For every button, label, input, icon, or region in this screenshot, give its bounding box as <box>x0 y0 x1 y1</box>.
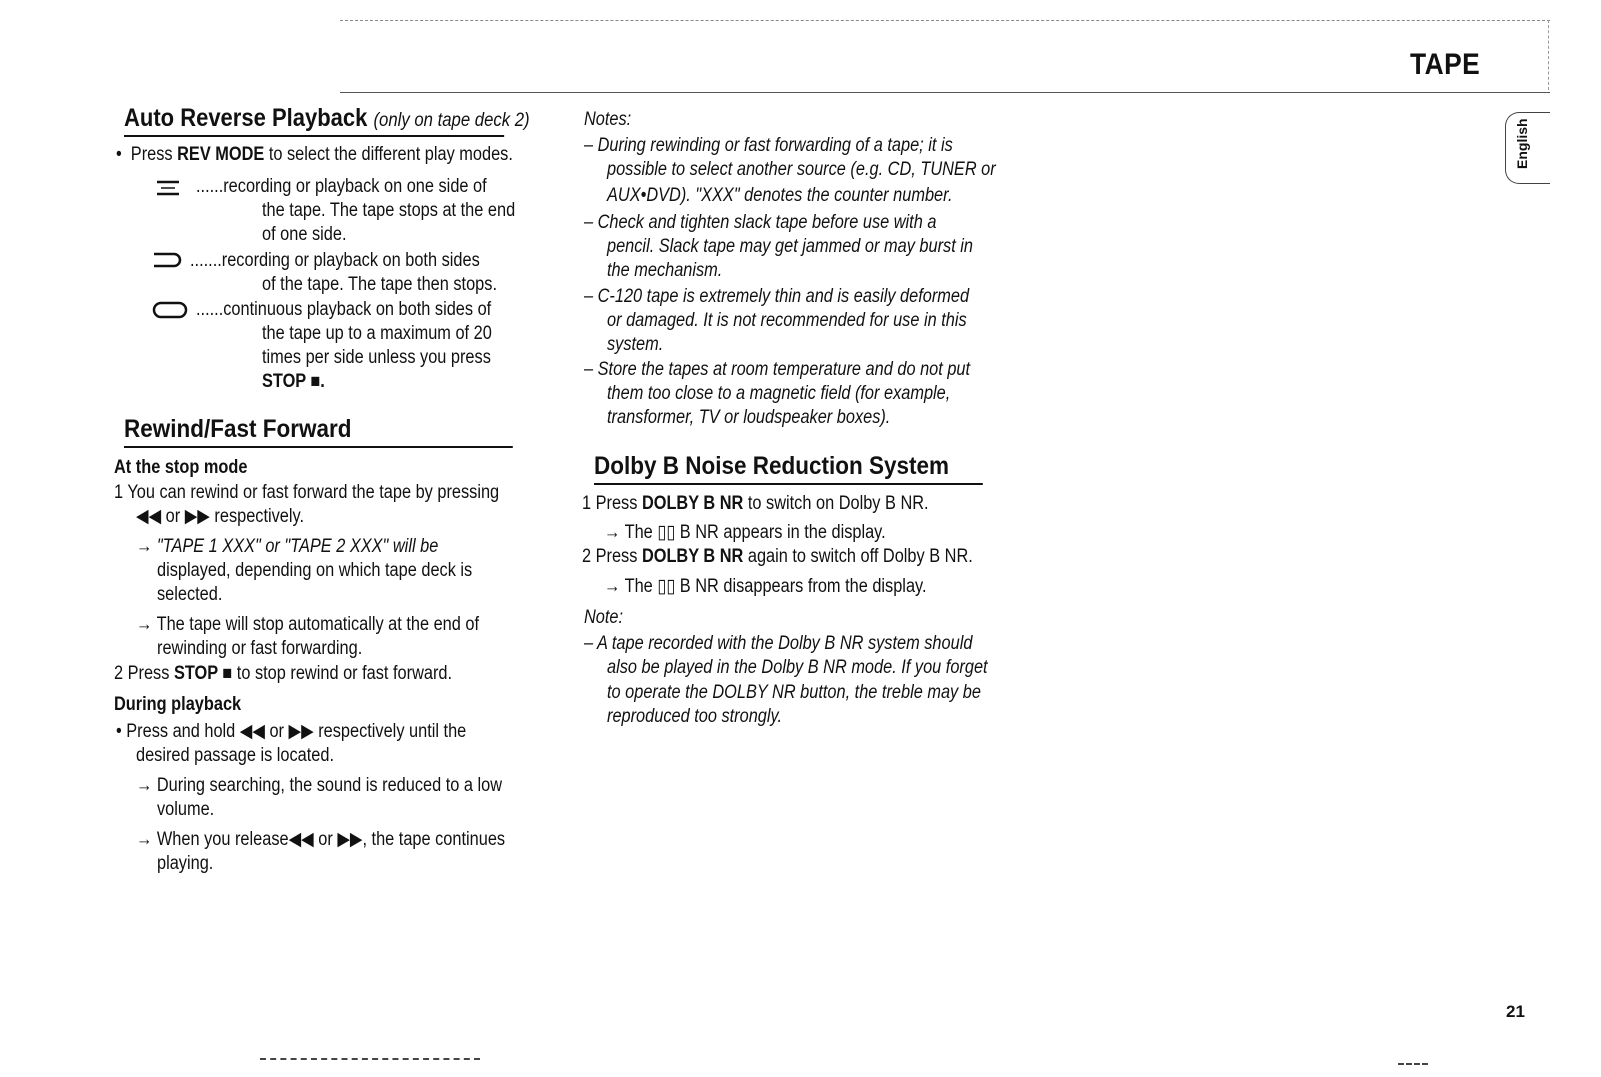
note-line-12: transformer, TV or loudspeaker boxes). <box>607 407 891 428</box>
rw-step2 <box>114 662 452 686</box>
mode1-line1: ......recording or playback on one side of <box>196 176 487 197</box>
top-dashed-rule <box>340 20 1550 21</box>
rw-arrow1-line1: → "TAPE 1 XXX" or "TAPE 2 XXX" will be <box>136 536 439 557</box>
rw-step1-line2: ◀◀ or ▶▶ respectively. <box>136 506 305 527</box>
note-line-3: AUX•DVD). "XXX" denotes the counter number. <box>607 185 953 206</box>
dolby-note-line-2: also be played in the Dolby B NR mode. If you forget <box>607 657 988 678</box>
dolby-step2 <box>582 545 973 569</box>
rw-arrow1-line2: displayed, depending on which tape deck is <box>157 560 473 581</box>
pb-arrow1-line2: volume. <box>157 799 215 820</box>
language-tab <box>1505 112 1550 184</box>
dolby-step2-key: DOLBY B NR <box>641 546 744 567</box>
pb-arrow2-line2: playing. <box>157 853 214 874</box>
mode3-line2: the tape up to a maximum of 20 <box>262 323 492 344</box>
footer-dash-right <box>1398 1063 1428 1065</box>
notes-label: Notes: <box>584 109 632 130</box>
rw-arrow2-line2: rewinding or fast forwarding. <box>157 638 363 659</box>
mode2-line2: of the tape. The tape then stops. <box>262 274 497 295</box>
playback-heading <box>114 693 241 717</box>
mode1-line2: the tape. The tape stops at the end <box>262 200 516 221</box>
dolby-note-line-4: reproduced too strongly. <box>607 706 783 727</box>
rev-mode-bullet: • Press REV MODE to select the different play modes. <box>116 144 513 165</box>
note-line-6: the mechanism. <box>607 260 723 281</box>
pb-bullet-line2: desired passage is located. <box>136 745 335 766</box>
rev-mode-bullet-rest: to select the different play modes. <box>268 144 513 165</box>
dolby-step1 <box>582 492 929 516</box>
note-line-9: system. <box>607 334 664 355</box>
stop-key: STOP ■. <box>262 371 325 392</box>
stop-mode-heading-text: At the stop mode <box>114 457 248 478</box>
language-tab-label: English <box>1514 118 1530 169</box>
pb-arrow2-line1: → When you release◀◀ or ▶▶, the tape continues <box>136 829 506 850</box>
note-line-2: possible to select another source (e.g. CD, TUNER or <box>607 159 996 180</box>
mode1-line3: of one side. <box>262 224 347 245</box>
one-side-mode-icon <box>155 178 181 198</box>
rev-mode-key: REV MODE <box>177 144 265 165</box>
dolby-title: Dolby B Noise Reduction System <box>594 452 950 480</box>
rw-arrow1-line3: selected. <box>157 584 223 605</box>
note-line-10: – Store the tapes at room temperature and do not put <box>584 359 971 380</box>
mode3-line4 <box>262 370 325 394</box>
footer-dashed-rule <box>260 1058 480 1060</box>
stop-mode-heading <box>114 456 247 480</box>
note-line-1: – During rewinding or fast forwarding of a tape; it is <box>584 135 953 156</box>
right-edge-rule <box>1548 20 1549 90</box>
rw-step2-key: STOP ■ <box>173 663 233 684</box>
rev-mode-bullet-pre: Press <box>130 144 173 165</box>
dolby-step2-rest: again to switch off Dolby B NR. <box>747 546 973 567</box>
rewind-title: Rewind/Fast Forward <box>124 415 352 443</box>
auto-reverse-subtitle: (only on tape deck 2) <box>373 110 530 131</box>
pb-arrow1-line1: → During searching, the sound is reduced to a low <box>136 775 503 796</box>
dolby-note-label: Note: <box>584 607 624 628</box>
pb-bullet-line1: • Press and hold ◀◀ or ▶▶ respectively until the <box>116 721 467 742</box>
mode2-line1: .......recording or playback on both sides <box>190 250 480 271</box>
note-line-11: them too close to a magnetic field (for example, <box>607 383 951 404</box>
note-line-8: or damaged. It is not recommended for use in this <box>607 310 967 331</box>
playback-heading-text: During playback <box>114 694 242 715</box>
section-title: TAPE <box>1410 48 1481 81</box>
rw-step2-pre: 2 Press <box>114 663 170 684</box>
rewind-heading <box>124 415 513 448</box>
note-line-4: – Check and tighten slack tape before use with a <box>584 212 937 233</box>
continuous-mode-icon <box>152 300 188 320</box>
mode3-line3: times per side unless you press <box>262 347 491 368</box>
auto-reverse-heading <box>124 104 530 137</box>
dolby-step1-pre: 1 Press <box>582 493 638 514</box>
rw-arrow2-line1: → The tape will stop automatically at the end of <box>136 614 480 635</box>
dolby-step1-rest: to switch on Dolby B NR. <box>747 493 929 514</box>
dolby-heading <box>594 452 983 485</box>
dolby-step2-pre: 2 Press <box>582 546 638 567</box>
dolby-note-line-3: to operate the DOLBY NR button, the treble may be <box>607 682 981 703</box>
rw-step2-rest: to stop rewind or fast forward. <box>236 663 453 684</box>
header-rule <box>340 92 1550 93</box>
both-sides-mode-icon <box>152 250 184 270</box>
dolby-note-line-1: – A tape recorded with the Dolby B NR system should <box>584 633 973 654</box>
auto-reverse-title: Auto Reverse Playback <box>124 104 368 132</box>
note-line-7: – C-120 tape is extremely thin and is easily deformed <box>584 286 970 307</box>
page-number: 21 <box>1506 1002 1525 1021</box>
dolby-step1-arrow: → The ▯▯ B NR appears in the display. <box>604 522 886 543</box>
dolby-step2-arrow: → The ▯▯ B NR disappears from the display. <box>604 576 927 597</box>
note-line-5: pencil. Slack tape may get jammed or may burst in <box>607 236 973 257</box>
rw-step1-line1: 1 You can rewind or fast forward the tape by pressing <box>114 482 500 503</box>
dolby-step1-key: DOLBY B NR <box>641 493 744 514</box>
mode3-line1: ......continuous playback on both sides of <box>196 299 492 320</box>
